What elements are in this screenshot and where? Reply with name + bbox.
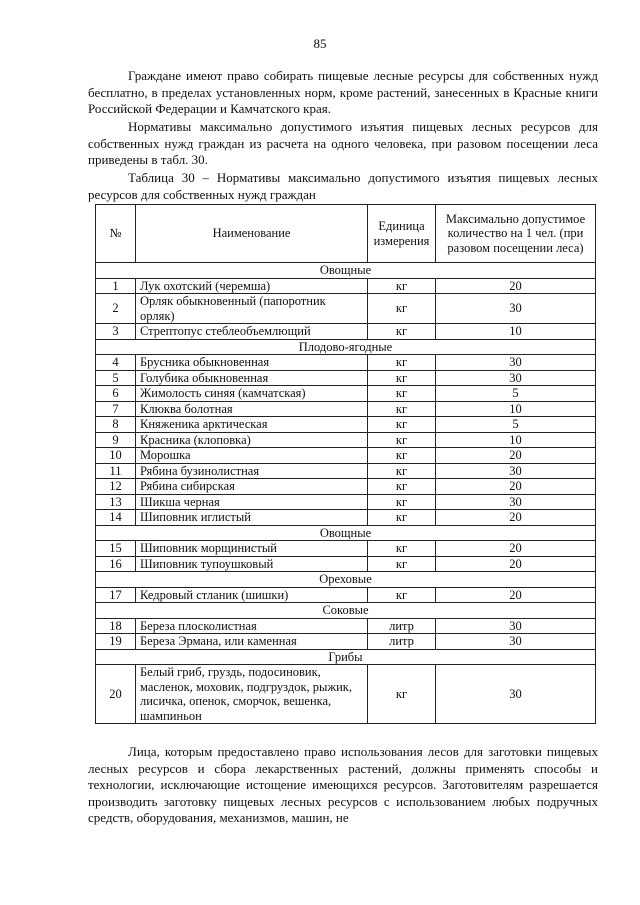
cell-max: 20 xyxy=(436,479,596,495)
cell-max: 20 xyxy=(436,510,596,526)
table-row xyxy=(96,494,596,510)
table-row xyxy=(96,432,596,448)
cell-unit: кг xyxy=(368,665,436,724)
cell-name: Стрептопус стеблеобъемлющий xyxy=(136,324,368,340)
cell-name: Береза плосколистная xyxy=(136,618,368,634)
cell-num: 14 xyxy=(96,510,136,526)
cell-unit: кг xyxy=(368,324,436,340)
table-row xyxy=(96,294,596,324)
cell-unit: кг xyxy=(368,494,436,510)
section-row xyxy=(96,339,596,355)
cell-num: 13 xyxy=(96,494,136,510)
cell-name: Жимолость синяя (камчатская) xyxy=(136,386,368,402)
cell-max: 30 xyxy=(436,665,596,724)
cell-num: 20 xyxy=(96,665,136,724)
cell-num: 17 xyxy=(96,587,136,603)
norms-table xyxy=(95,204,596,724)
cell-num: 1 xyxy=(96,278,136,294)
table-caption: Таблица 30 – Нормативы максимально допустимого изъятия пищевых лесных ресурсов для собственных нужд граждан xyxy=(88,170,598,202)
table-row xyxy=(96,355,596,371)
page-number: 85 xyxy=(313,36,327,51)
table-row xyxy=(96,510,596,526)
table-row xyxy=(96,386,596,402)
cell-unit: кг xyxy=(368,463,436,479)
section-row xyxy=(96,603,596,619)
cell-name: Шиповник иглистый xyxy=(136,510,368,526)
cell-max: 20 xyxy=(436,556,596,572)
cell-name: Береза Эрмана, или каменная xyxy=(136,634,368,650)
paragraph-harvesters: Лица, которым предоставлено право использования лесов для заготовки пищевых лесных ресурсов и сбора лекарственных растений, должны применять способы и технологии, исключающие истощение имеющихся ресурсов. Заготовителям разрешается производить заготовку пищевых лесных ресурсов с использованием любых подручных средств, оборудования, механизмов, машин, не xyxy=(88,744,598,825)
table-row xyxy=(96,665,596,724)
cell-num: 12 xyxy=(96,479,136,495)
cell-max: 20 xyxy=(436,587,596,603)
section-title: Овощные xyxy=(96,263,596,279)
cell-unit: кг xyxy=(368,432,436,448)
cell-num: 4 xyxy=(96,355,136,371)
cell-unit: кг xyxy=(368,587,436,603)
cell-unit: кг xyxy=(368,541,436,557)
cell-unit: кг xyxy=(368,510,436,526)
cell-unit: кг xyxy=(368,294,436,324)
cell-unit: кг xyxy=(368,386,436,402)
cell-name: Голубика обыкновенная xyxy=(136,370,368,386)
cell-unit: кг xyxy=(368,479,436,495)
cell-name: Рябина сибирская xyxy=(136,479,368,495)
cell-name: Орляк обыкновенный (папоротник орляк) xyxy=(136,294,368,324)
cell-unit: кг xyxy=(368,278,436,294)
table-row xyxy=(96,541,596,557)
cell-max: 10 xyxy=(436,401,596,417)
table-row xyxy=(96,401,596,417)
cell-num: 15 xyxy=(96,541,136,557)
cell-max: 20 xyxy=(436,541,596,557)
cell-num: 3 xyxy=(96,324,136,340)
cell-num: 10 xyxy=(96,448,136,464)
section-title: Грибы xyxy=(96,649,596,665)
cell-name: Шикша черная xyxy=(136,494,368,510)
cell-name: Шиповник морщинистый xyxy=(136,541,368,557)
header-num: № xyxy=(96,205,136,263)
cell-name: Рябина бузинолистная xyxy=(136,463,368,479)
cell-num: 7 xyxy=(96,401,136,417)
cell-max: 30 xyxy=(436,463,596,479)
cell-name: Лук охотский (черемша) xyxy=(136,278,368,294)
cell-num: 11 xyxy=(96,463,136,479)
cell-num: 19 xyxy=(96,634,136,650)
table-row xyxy=(96,634,596,650)
cell-unit: кг xyxy=(368,401,436,417)
cell-max: 30 xyxy=(436,494,596,510)
cell-max: 5 xyxy=(436,386,596,402)
cell-max: 30 xyxy=(436,294,596,324)
table-row xyxy=(96,278,596,294)
section-row xyxy=(96,649,596,665)
cell-name: Брусника обыкновенная xyxy=(136,355,368,371)
cell-num: 9 xyxy=(96,432,136,448)
cell-max: 20 xyxy=(436,448,596,464)
table-row xyxy=(96,370,596,386)
cell-name: Княженика арктическая xyxy=(136,417,368,433)
table-row xyxy=(96,417,596,433)
cell-name: Шиповник тупоушковый xyxy=(136,556,368,572)
cell-max: 30 xyxy=(436,370,596,386)
header-name: Наименование xyxy=(136,205,368,263)
cell-unit: литр xyxy=(368,634,436,650)
table-header-row xyxy=(96,205,596,263)
cell-num: 16 xyxy=(96,556,136,572)
table-row xyxy=(96,448,596,464)
cell-max: 20 xyxy=(436,278,596,294)
header-max: Максимально допустимое количество на 1 чел. (при разовом посещении леса) xyxy=(436,205,596,263)
table-row xyxy=(96,618,596,634)
cell-max: 30 xyxy=(436,355,596,371)
cell-max: 5 xyxy=(436,417,596,433)
table-row xyxy=(96,324,596,340)
cell-unit: кг xyxy=(368,417,436,433)
section-row xyxy=(96,572,596,588)
section-title: Соковые xyxy=(96,603,596,619)
cell-name: Клюква болотная xyxy=(136,401,368,417)
cell-max: 10 xyxy=(436,432,596,448)
cell-num: 8 xyxy=(96,417,136,433)
cell-name: Морошка xyxy=(136,448,368,464)
cell-num: 2 xyxy=(96,294,136,324)
table-row xyxy=(96,587,596,603)
section-title: Овощные xyxy=(96,525,596,541)
cell-max: 10 xyxy=(436,324,596,340)
header-unit: Единица измерения xyxy=(368,205,436,263)
cell-max: 30 xyxy=(436,618,596,634)
table-row xyxy=(96,556,596,572)
cell-num: 18 xyxy=(96,618,136,634)
cell-num: 5 xyxy=(96,370,136,386)
cell-unit: кг xyxy=(368,448,436,464)
cell-num: 6 xyxy=(96,386,136,402)
section-row xyxy=(96,263,596,279)
cell-name: Кедровый стланик (шишки) xyxy=(136,587,368,603)
paragraph-norms: Нормативы максимально допустимого изъятия пищевых лесных ресурсов для собственных нужд граждан из расчета на одного человека, при разовом посещении леса приведены в табл. 30. xyxy=(88,119,598,167)
paragraph-intro: Граждане имеют право собирать пищевые лесные ресурсы для собственных нужд бесплатно, в пределах установленных норм, кроме растений, занесенных в Красные книги Российской Федерации и Камчатского края. xyxy=(88,68,598,116)
cell-max: 30 xyxy=(436,634,596,650)
cell-unit: кг xyxy=(368,556,436,572)
table-row xyxy=(96,463,596,479)
table-body xyxy=(96,263,596,724)
section-title: Плодово-ягодные xyxy=(96,339,596,355)
table-row xyxy=(96,479,596,495)
cell-name: Белый гриб, груздь, подосиновик, масленок, моховик, подгруздок, рыжик, лисичка, опенок, сморчок, вешенка, шампиньон xyxy=(136,665,368,724)
section-title: Ореховые xyxy=(96,572,596,588)
cell-unit: кг xyxy=(368,355,436,371)
cell-unit: кг xyxy=(368,370,436,386)
cell-name: Красника (клоповка) xyxy=(136,432,368,448)
section-row xyxy=(96,525,596,541)
cell-unit: литр xyxy=(368,618,436,634)
